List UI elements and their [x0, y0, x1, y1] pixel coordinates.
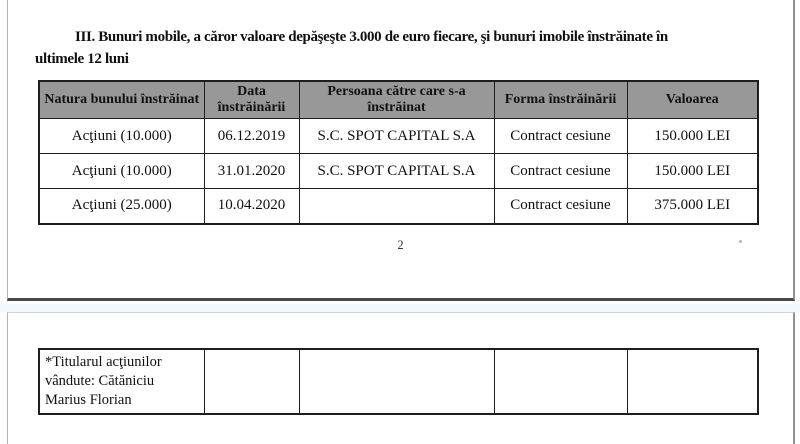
empty-cell — [627, 349, 758, 414]
note-table — [38, 348, 759, 415]
cell-persoana: S.C. SPOT CAPITAL S.A — [299, 119, 494, 154]
empty-cell — [494, 349, 627, 414]
cell-valoarea: 150.000 LEI — [627, 154, 758, 189]
cell-data: 06.12.2019 — [204, 119, 299, 154]
cell-natura: Acţiuni (25.000) — [39, 189, 204, 224]
cell-forma: Contract cesiune — [494, 154, 627, 189]
cell-forma: Contract cesiune — [494, 119, 627, 154]
col-header-natura: Natura bunului înstrăinat — [39, 81, 204, 119]
col-header-data: Data înstrăinării — [204, 81, 299, 119]
note-line-1: *Titularul acţiunilor — [45, 354, 162, 370]
cell-persoana: S.C. SPOT CAPITAL S.A — [299, 154, 494, 189]
cell-data: 31.01.2020 — [204, 154, 299, 189]
table-row — [39, 119, 758, 154]
col-header-valoarea: Valoarea — [627, 81, 758, 119]
section-title — [35, 26, 771, 70]
cell-natura: Acţiuni (10.000) — [39, 119, 204, 154]
document-page-1 — [7, 0, 795, 301]
col-header-forma: Forma înstrăinării — [494, 81, 627, 119]
table-row — [39, 189, 758, 224]
cell-forma: Contract cesiune — [494, 189, 627, 224]
assets-table — [38, 80, 759, 225]
cell-valoarea: 150.000 LEI — [627, 119, 758, 154]
shareholder-note-cell — [39, 349, 204, 414]
empty-cell — [299, 349, 494, 414]
cell-data: 10.04.2020 — [204, 189, 299, 224]
scan-speck — [739, 240, 742, 243]
cell-valoarea: 375.000 LEI — [627, 189, 758, 224]
assets-table-header-row — [39, 81, 758, 119]
cell-persoana — [299, 189, 494, 224]
note-table-row — [39, 349, 758, 414]
table-row — [39, 154, 758, 189]
document-page-2 — [7, 312, 795, 444]
empty-cell — [204, 349, 299, 414]
note-line-2: vândute: Cătăniciu — [45, 373, 155, 389]
note-line-3: Marius Florian — [45, 392, 132, 408]
page-gap — [0, 304, 800, 312]
cell-natura: Acţiuni (10.000) — [39, 154, 204, 189]
section-title-line-1: III. Bunuri mobile, a căror valoare depăşeşte 3.000 de euro fiecare, şi bunuri imobile înstrăinate în — [75, 29, 668, 45]
page-number: 2 — [397, 237, 404, 252]
section-title-line-2: ultimele 12 luni — [35, 51, 129, 67]
col-header-persoana: Persoana către care s-a înstrăinat — [299, 81, 494, 119]
